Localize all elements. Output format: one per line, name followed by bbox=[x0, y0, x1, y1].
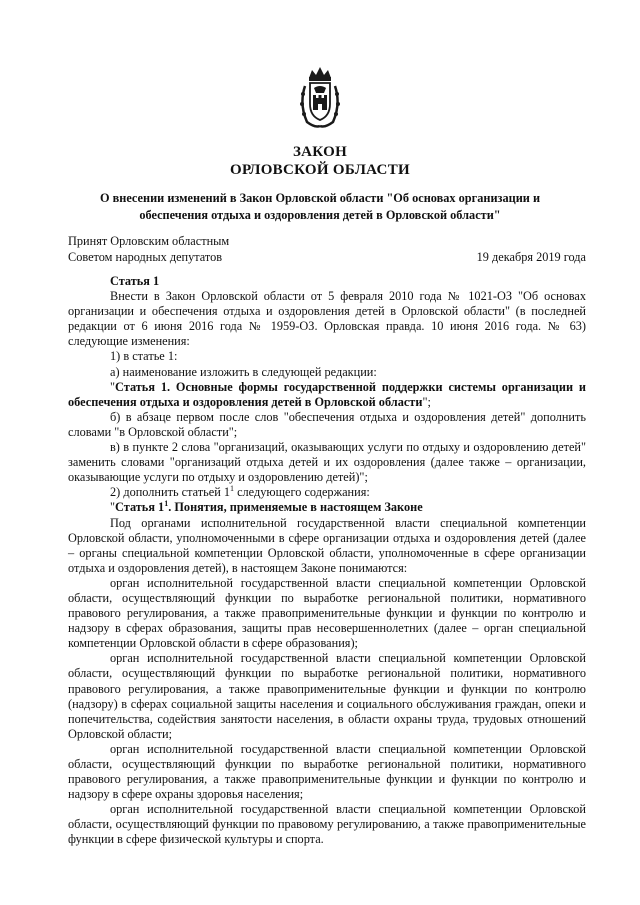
paragraph: в) в пункте 2 слова "организаций, оказывающих услуги по отдыху и оздоровлению детей" заменить словами "организаций отдыха детей и их оздоровления (далее также – организации, оказывающие услуги по отдыху и оздоровлению детей)"; bbox=[68, 440, 586, 485]
text-fragment: следующего содержания: bbox=[234, 485, 370, 500]
adoption-block bbox=[68, 233, 229, 265]
paragraph-new-article bbox=[68, 500, 586, 515]
superscript: 1 bbox=[230, 484, 235, 494]
superscript: 1 bbox=[164, 499, 169, 509]
law-title: ЗАКОН bbox=[292, 144, 348, 160]
paragraph: б) в абзаце первом после слов "обеспечения отдыха и оздоровления детей" дополнить словами "в Орловской области"; bbox=[68, 409, 586, 439]
paragraph-new-title bbox=[68, 380, 586, 410]
adopted-line-1: Принят Орловским областным bbox=[68, 234, 230, 248]
adoption-date: 19 декабря 2019 года bbox=[476, 250, 586, 264]
law-subtitle: О внесении изменений в Закон Орловской области "Об основах организации и обеспечения отдыха и оздоровления детей в Орловской области" bbox=[99, 191, 541, 222]
paragraph: Внести в Закон Орловской области от 5 февраля 2010 года № 1021-ОЗ "Об основах организации и обеспечения отдыха и оздоровления детей в Орловской области" (в последней редакции от 6 июня 2016 года № 1959-ОЗ. Орловская правда. 10 июня 2016 года. № 63) следующие изменения: bbox=[68, 289, 586, 349]
coat-of-arms-icon bbox=[297, 64, 343, 130]
paragraph bbox=[68, 485, 586, 500]
paragraph: орган исполнительной государственной власти специальной компетенции Орловской области, осуществляющий функции по выработке региональной политики, нормативного правового регулирования, а также правоприменительные функции и функции по контролю и надзору в сфере охраны здоровья населения; bbox=[68, 741, 586, 802]
new-article-heading-rest: . Понятия, применяемые в настоящем Законе bbox=[168, 500, 423, 515]
text-fragment: 2) дополнить статьей 1 bbox=[110, 485, 231, 500]
paragraph: а) наименование изложить в следующей редакции: bbox=[110, 364, 377, 379]
paragraph: 1) в статье 1: bbox=[110, 349, 178, 364]
paragraph: Под органами исполнительной государственной власти специальной компетенции Орловской области, уполномоченными в сфере организации отдыха и оздоровления детей (далее – органы специальной компетенции Орловской области, уполномоченные в сфере организации отдыха и оздоровления детей), в настоящем Законе понимаются: bbox=[68, 515, 586, 575]
quote-mark: " bbox=[110, 500, 116, 515]
paragraph: орган исполнительной государственной власти специальной компетенции Орловской области, осуществляющий функции по правовому регулированию, а также правоприменительные функции в сфере физической культуры и спорта. bbox=[68, 802, 586, 847]
paragraph: орган исполнительной государственной власти специальной компетенции Орловской области, осуществляющий функции по выработке региональной политики, нормативного правового регулирования, а также правоприменительные функции и функции по контролю и надзору в сферах образования, защиты прав несовершеннолетних (далее – орган специальной компетенции Орловской области в сфере образования); bbox=[68, 575, 586, 651]
quote-mark: " bbox=[110, 379, 116, 394]
new-article-title: Статья 1. Основные формы государственной поддержки системы организации и обеспечения отдыха и оздоровления детей в Орловской области bbox=[68, 379, 586, 409]
region-title: ОРЛОВСКОЙ ОБЛАСТИ bbox=[230, 162, 410, 178]
article-heading: Статья 1 bbox=[110, 274, 160, 288]
paragraph: орган исполнительной государственной власти специальной компетенции Орловской области, осуществляющий функции по выработке региональной политики, нормативного правового регулирования, а также правоприменительные функции и функции по контролю (надзору) в сферах социальной защиты населения и социального обслуживания граждан, опеки и попечительства, содействия занятости населения, в области охраны труда, трудовых отношений Орловской области; bbox=[68, 651, 586, 741]
law-body bbox=[68, 274, 586, 848]
adopted-line-2: Советом народных депутатов bbox=[68, 250, 223, 264]
quote-end: "; bbox=[422, 394, 431, 409]
new-article-heading: Статья 1 bbox=[115, 500, 165, 515]
